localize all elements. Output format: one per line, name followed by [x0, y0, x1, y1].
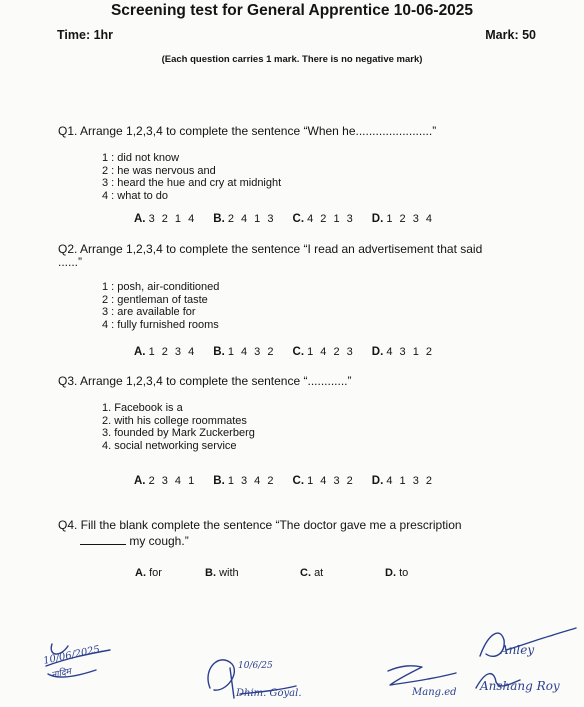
list-item: 1 : posh, air-conditioned [102, 281, 220, 293]
option-c: C. 1 4 2 3 [292, 346, 355, 358]
option-a: A. 3 2 1 4 [134, 213, 197, 225]
question-3-options [134, 475, 448, 487]
question-2-options [134, 346, 448, 358]
option-d: D. 4 1 3 2 [371, 475, 434, 487]
list-item: 2 : gentleman of taste [102, 293, 208, 306]
svg-text:Dhim. Goyal.: Dhim. Goyal. [236, 688, 302, 699]
answer-blank [80, 534, 126, 545]
list-item: 4. social networking service [102, 439, 237, 452]
svg-text:10/06/2025.: 10/06/2025. [42, 643, 105, 667]
question-4-prompt [58, 517, 538, 549]
svg-text:नादिम: नादिम [50, 667, 73, 681]
page-title: Screening test for General Apprentice 10-06-2025 [110, 2, 474, 19]
list-item: 1. Facebook is a [102, 402, 183, 414]
signature-1 [38, 636, 118, 691]
question-4-line-1: Q4. Fill the blank complete the sentence “The doctor gave me a prescription [58, 518, 462, 532]
option-b: B. 1 3 4 2 [213, 475, 276, 487]
option-c: C. at [300, 567, 324, 579]
svg-text:10/6/25: 10/6/25 [238, 661, 273, 671]
svg-text:Anley: Anley [500, 643, 535, 657]
list-item: 3. founded by Mark Zuckerberg [102, 427, 255, 439]
option-a: A. for [135, 567, 162, 579]
question-2-line-1: Q2. Arrange 1,2,3,4 to complete the sentence “I read an advertisement that said [58, 242, 483, 256]
svg-text:Anshang Roy: Anshang Roy [480, 679, 560, 693]
list-item: 4 : fully furnished rooms [102, 318, 219, 331]
option-c: C. 1 4 3 2 [292, 475, 355, 487]
list-item: 3 : heard the hue and cry at midnight [102, 177, 282, 189]
svg-text:Mang.ed: Mang.ed [412, 687, 457, 698]
signature-3 [382, 655, 467, 700]
question-4-line-2: my cough.” [58, 533, 538, 549]
list-item: 2 : he was nervous and [102, 164, 216, 177]
option-a: A. 2 3 4 1 [134, 475, 197, 487]
list-item: 3 : are available for [102, 306, 196, 318]
option-a: A. 1 2 3 4 [134, 346, 197, 358]
signature-4 [470, 620, 580, 700]
time-label: Time: 1hr [57, 28, 114, 42]
question-2-items [102, 281, 219, 331]
signature-2 [200, 648, 310, 703]
question-3-prompt: Q3. Arrange 1,2,3,4 to complete the sentence “............” [58, 374, 352, 388]
question-2-prompt [58, 241, 538, 267]
option-b: B. with [205, 567, 239, 579]
question-1-options [134, 213, 448, 225]
question-1-items [102, 152, 281, 202]
option-d: D. 4 3 1 2 [371, 346, 434, 358]
option-b: B. 1 4 3 2 [213, 346, 276, 358]
question-2-line-2: ......” [58, 255, 82, 269]
question-3-items [102, 402, 255, 452]
option-d: D. 1 2 3 4 [371, 213, 434, 225]
question-1-prompt: Q1. Arrange 1,2,3,4 to complete the sentence “When he.......................” [58, 124, 437, 138]
list-item: 4 : what to do [102, 189, 169, 202]
marks-label: Mark: 50 [485, 28, 536, 42]
option-c: C. 4 2 1 3 [292, 213, 355, 225]
list-item: 2. with his college roommates [102, 414, 247, 427]
instruction-note: (Each question carries 1 mark. There is no negative mark) [161, 54, 423, 65]
option-d: D. to [385, 567, 409, 579]
list-item: 1 : did not know [102, 152, 180, 164]
option-b: B. 2 4 1 3 [213, 213, 276, 225]
